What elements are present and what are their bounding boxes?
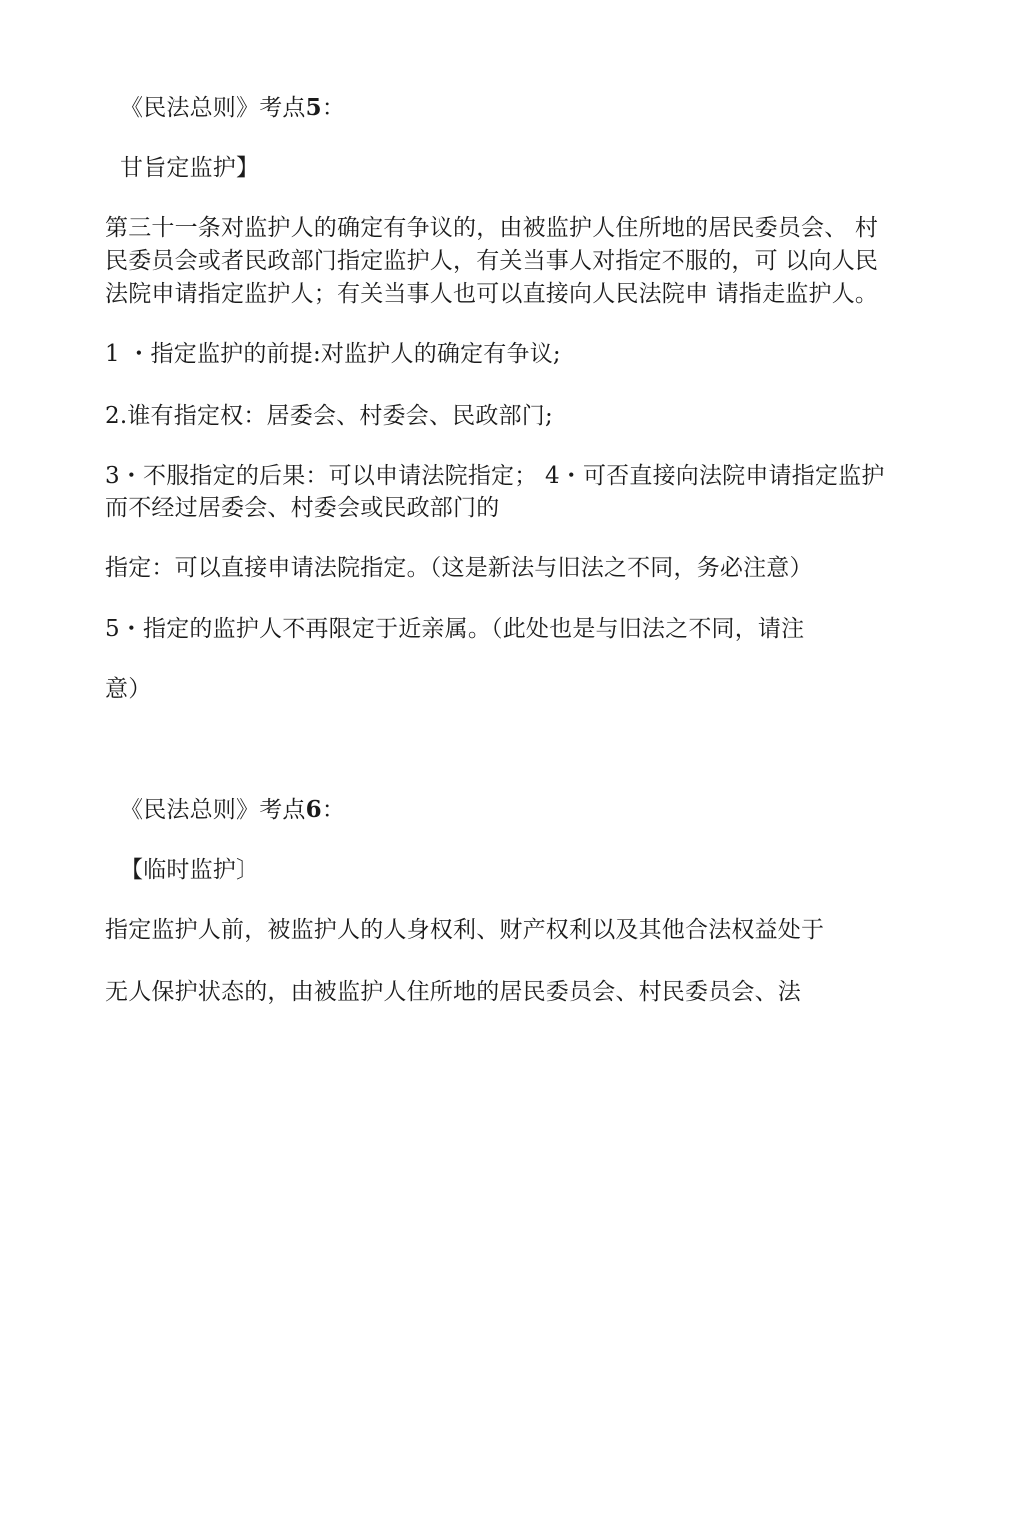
point-2: 2.谁有指定权：居委会、村委会、民政部门; — [105, 403, 553, 429]
heading-text: 《民法总则》考点 — [120, 95, 306, 121]
point-4: 指定：可以直接申请法院指定。（这是新法与旧法之不同，务必注意） — [105, 555, 813, 581]
heading-number: 5 — [305, 94, 322, 121]
heading-colon: ： — [321, 797, 346, 823]
section-5-subtitle: 甘旨定监护】 — [120, 155, 260, 181]
point-5-line-2: 意） — [105, 676, 152, 702]
section-5-heading — [120, 93, 345, 123]
section-6-subtitle: 【临时监护〕 — [120, 857, 260, 883]
article-31-line-2: 民委员会或者民政部门指定监护人，有关当事人对指定不服的，可 以向人民 — [105, 248, 879, 274]
article-31-line-3: 法院申请指定监护人；有关当事人也可以直接向人民法院申 请指走监护人。 — [105, 281, 879, 307]
point-3-line-1: 3・不服指定的后果：可以申请法院指定； 4・可否直接向法院申请指定监护 — [105, 463, 885, 489]
point-3-line-2: 而不经过居委会、村委会或民政部门的 — [105, 495, 500, 521]
heading-text: 《民法总则》考点 — [120, 797, 306, 823]
point-1: 1 ・指定监护的前提:对监护人的确定有争议; — [105, 341, 561, 367]
heading-number: 6 — [305, 796, 322, 823]
heading-colon: ： — [321, 95, 346, 121]
temporary-guardianship-line-2: 无人保护状态的，由被监护人住所地的居民委员会、村民委员会、法 — [105, 979, 801, 1005]
temporary-guardianship-line-1: 指定监护人前，被监护人的人身权利、财产权利以及其他合法权益处于 — [105, 917, 825, 943]
point-5-line-1: 5・指定的监护人不再限定于近亲属。（此处也是与旧法之不同，请注 — [105, 616, 805, 642]
article-31-line-1: 第三十一条对监护人的确定有争议的，由被监护人住所地的居民委员会、 村 — [105, 215, 879, 241]
section-6-heading — [120, 795, 345, 825]
